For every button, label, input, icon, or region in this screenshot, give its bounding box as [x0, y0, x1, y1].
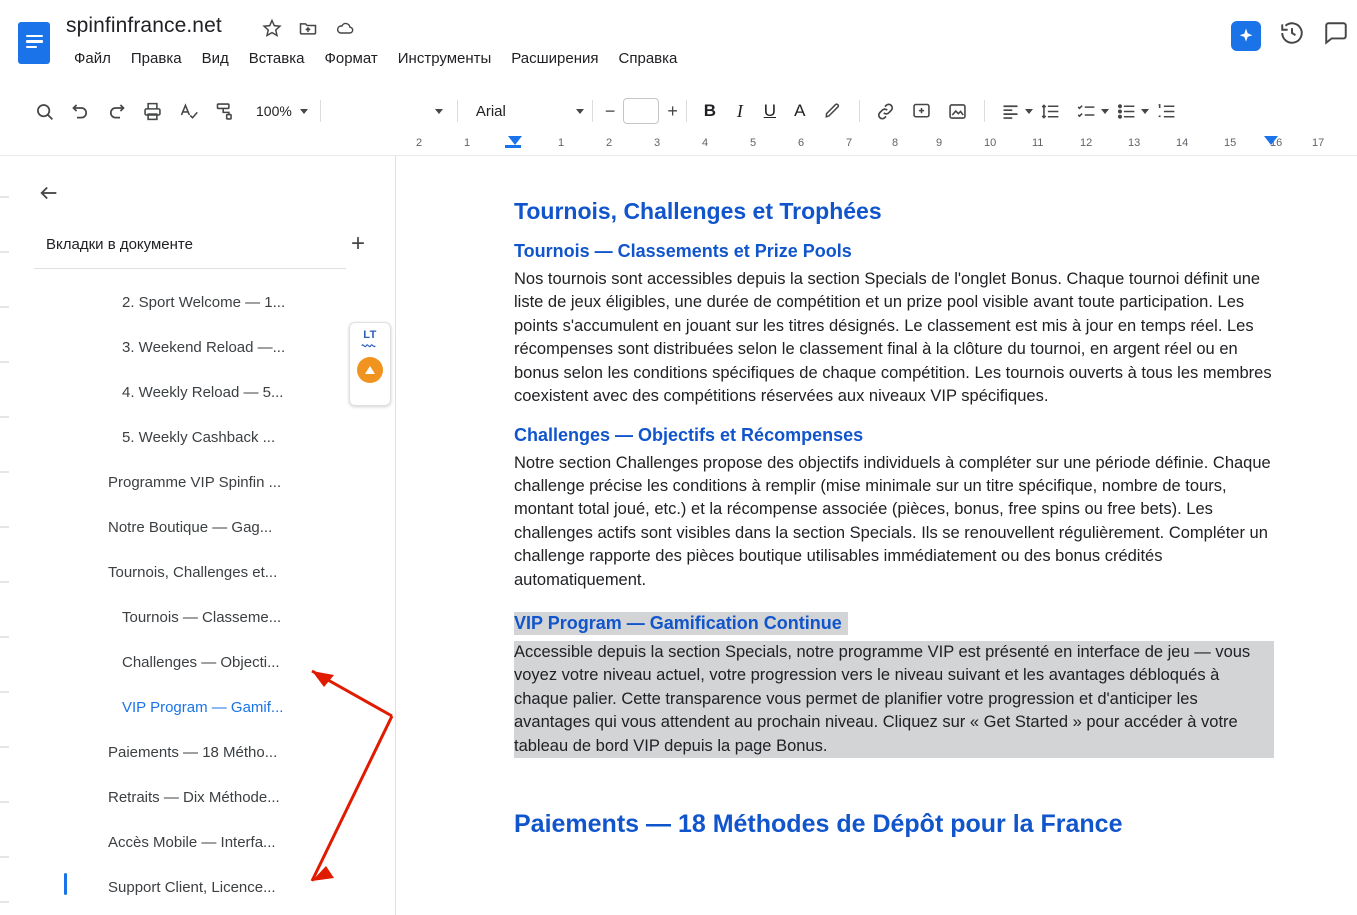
outline-item[interactable]: Tournois, Challenges et...: [108, 564, 278, 581]
paragraph-vip-program-selected: Accessible depuis la section Specials, notre programme VIP est présenté en interface de jeu — vous voyez votre niveau actuel, votre progression vers le niveau suivant et les avantages débloqués à chaque palier. Cette transparence vous permet de planifier votre progression et d'anticiper les avantages qui vous attendent au prochain niveau. Cliquez sur « Get Started » pour accéder à votre tableau de bord VIP depuis la page Bonus.: [514, 641, 1274, 758]
toolbar-divider: [686, 100, 687, 122]
chevron-down-icon: [435, 109, 443, 114]
toolbar-divider: [457, 100, 458, 122]
ruler-tick: 8: [892, 137, 899, 149]
decrease-font-size-button[interactable]: −: [604, 100, 616, 121]
bulleted-list-icon[interactable]: [1109, 94, 1145, 128]
toolbar-divider: [592, 100, 593, 122]
menu-edit[interactable]: Правка: [130, 50, 182, 67]
ruler-tick: 15: [1224, 137, 1237, 149]
insert-image-icon[interactable]: [940, 94, 976, 128]
section-heading-challenges: Challenges — Objectifs et Récompenses: [514, 424, 864, 445]
wave-icon: [359, 342, 381, 348]
menu-bar: [64, 46, 687, 71]
line-spacing-icon[interactable]: [1033, 94, 1069, 128]
undo-icon[interactable]: [62, 94, 98, 128]
header-right-actions: [1231, 20, 1349, 51]
tabs-panel-header: [0, 232, 395, 256]
outline-item[interactable]: Support Client, Licence...: [108, 879, 276, 896]
toolbar-divider: [984, 100, 985, 122]
chevron-down-icon: [576, 109, 584, 114]
chevron-down-icon: [300, 109, 308, 114]
document-tabs-panel: [0, 156, 396, 915]
paragraph-style-control[interactable]: [329, 109, 449, 114]
ruler-tick: 11: [1032, 137, 1044, 149]
add-comment-icon[interactable]: [904, 94, 940, 128]
ruler-tick: 2: [416, 137, 423, 149]
body-area: [0, 156, 1357, 915]
spellcheck-icon[interactable]: [170, 94, 206, 128]
star-icon[interactable]: [262, 18, 282, 38]
outline-item[interactable]: Programme VIP Spinfin ...: [108, 474, 282, 491]
section-heading-paiements: Paiements — 18 Méthodes de Dépôt pour la France: [514, 810, 1123, 839]
docs-logo-icon: [18, 22, 50, 64]
paragraph-tournois: Nos tournois sont accessibles depuis la section Specials de l'onglet Bonus. Chaque tournoi définit une liste de jeux éligibles, une durée de compétition et un prize pool visible avant toute participation. Les points s'accumulent en jouant sur les titres désignés. Le classement est mis à jour en temps réel. Les récompenses sont distribuées selon le classement final à la clôture du tournoi, en argent réel ou en bonus selon les conditions spécifiques de chaque compétition. Les tournois ouverts à tous les membres coexistent avec des compétitions réservées aux niveaux VIP spécifiques.: [514, 270, 1272, 406]
ruler-tick: 14: [1176, 137, 1189, 149]
ruler-tick: 9: [936, 137, 943, 149]
increase-font-size-button[interactable]: +: [667, 100, 678, 121]
app-header: [0, 0, 1357, 88]
document-content: [514, 198, 1274, 845]
ruler-tick: 4: [702, 137, 709, 149]
toolbar: [0, 88, 1357, 134]
print-icon[interactable]: [134, 94, 170, 128]
cloud-saved-icon[interactable]: [334, 18, 356, 38]
numbered-list-icon[interactable]: [1149, 94, 1185, 128]
title-action-icons: [262, 18, 356, 38]
ruler-tick: 3: [654, 137, 661, 149]
zoom-control[interactable]: [246, 96, 312, 126]
tabs-panel-title: Вкладки в документе: [46, 235, 193, 253]
menu-help[interactable]: Справка: [618, 50, 678, 67]
ruler-tick: 16: [1270, 137, 1283, 149]
menu-file[interactable]: Файл: [74, 50, 111, 67]
toolbar-divider: [320, 100, 321, 122]
ruler-tick: 1: [558, 137, 565, 149]
ruler-tick: 12: [1080, 137, 1093, 149]
section-heading-vip-program: VIP Program — Gamification Continue: [514, 612, 848, 635]
paragraph-challenges: Notre section Challenges propose des objectifs individuels à compléter sur une période définie. Chaque challenge précise les conditions à remplir (mise minimale sur un titre spécifique, nombre de tours, montant total joué, etc.) et la récompense associée (pièces, bonus, free spins ou free bets). Les challenges actifs sont visibles dans la section Specials. Ils se renouvellent régulièrement. Compléter un challenge rapporte des pièces boutique utilisables immédiatement ou des bonus crédités automatiquement.: [514, 453, 1271, 589]
outline-item[interactable]: 3. Weekend Reload —...: [122, 339, 286, 356]
outline-list: [0, 280, 396, 910]
chevron-down-icon[interactable]: [1025, 109, 1033, 114]
languagetool-widget[interactable]: [349, 322, 391, 406]
page-title: Tournois, Challenges et Trophées: [514, 198, 882, 224]
outline-item[interactable]: Challenges — Objecti...: [122, 654, 280, 671]
underline-button[interactable]: U: [763, 101, 776, 120]
left-margin-marker[interactable]: [505, 145, 521, 148]
toolbar-divider: [859, 100, 860, 122]
align-left-icon[interactable]: [993, 94, 1029, 128]
outline-item[interactable]: Retraits — Dix Méthode...: [108, 789, 280, 806]
ruler-tick: 13: [1128, 137, 1141, 149]
right-indent-marker[interactable]: [1264, 136, 1278, 145]
back-arrow-icon[interactable]: [36, 182, 62, 209]
font-value: Arial: [475, 102, 506, 120]
font-family-control[interactable]: [466, 103, 584, 120]
menu-insert[interactable]: Вставка: [248, 50, 305, 67]
languagetool-logo: LT: [363, 329, 377, 341]
ruler-tick: 10: [984, 137, 997, 149]
outline-item-selected[interactable]: VIP Program — Gamif...: [122, 699, 284, 716]
redo-icon[interactable]: [98, 94, 134, 128]
outline-item[interactable]: Paiements — 18 Métho...: [108, 744, 278, 761]
gemini-icon[interactable]: [1231, 21, 1261, 51]
menu-extensions[interactable]: Расширения: [511, 50, 599, 67]
menu-format[interactable]: Формат: [324, 50, 378, 67]
version-history-icon[interactable]: [1279, 20, 1305, 51]
ruler-tick: 2: [606, 137, 613, 149]
ruler-tick: 1: [464, 137, 471, 149]
zoom-value: 100%: [256, 103, 292, 119]
document-page[interactable]: [396, 156, 1357, 915]
left-indent-marker[interactable]: [508, 136, 522, 145]
ruler-tick: 5: [750, 137, 757, 149]
selected-item-indicator: [64, 873, 67, 895]
chevron-down-icon[interactable]: [1141, 109, 1149, 114]
italic-button[interactable]: I: [736, 100, 743, 121]
outline-item[interactable]: Notre Boutique — Gag...: [108, 519, 273, 536]
outline-item[interactable]: 2. Sport Welcome — 1...: [122, 294, 286, 311]
checklist-icon[interactable]: [1069, 94, 1105, 128]
section-heading-tournois: Tournois — Classements et Prize Pools: [514, 241, 852, 261]
bold-button[interactable]: B: [703, 101, 716, 120]
search-icon[interactable]: [26, 94, 62, 128]
divider: [34, 268, 346, 269]
ruler-tick: 7: [846, 137, 853, 149]
arrow-up-icon[interactable]: [357, 357, 383, 383]
outline-item[interactable]: 4. Weekly Reload — 5...: [122, 384, 284, 401]
insert-link-icon[interactable]: [868, 94, 904, 128]
text-color-button[interactable]: A: [794, 101, 806, 120]
outline-item[interactable]: Tournois — Classeme...: [122, 609, 282, 626]
font-size-input[interactable]: [623, 98, 659, 124]
add-tab-icon[interactable]: +: [350, 230, 365, 257]
ruler[interactable]: [0, 134, 1357, 156]
ruler-tick: 17: [1312, 137, 1325, 149]
font-size-control: [605, 98, 678, 124]
ruler-tick: 6: [798, 137, 805, 149]
outline-item[interactable]: Accès Mobile — Interfa...: [108, 834, 276, 851]
ruler-track: [404, 134, 1357, 156]
document-title[interactable]: spinfinfrance.net: [66, 14, 222, 37]
comment-icon[interactable]: [1323, 20, 1349, 51]
move-to-folder-icon[interactable]: [298, 18, 318, 38]
chevron-down-icon[interactable]: [1101, 109, 1109, 114]
outline-item[interactable]: 5. Weekly Cashback ...: [122, 429, 276, 446]
menu-view[interactable]: Вид: [201, 50, 229, 67]
paint-format-icon[interactable]: [206, 94, 242, 128]
highlight-pen-icon[interactable]: [815, 94, 851, 128]
menu-tools[interactable]: Инструменты: [397, 50, 492, 67]
